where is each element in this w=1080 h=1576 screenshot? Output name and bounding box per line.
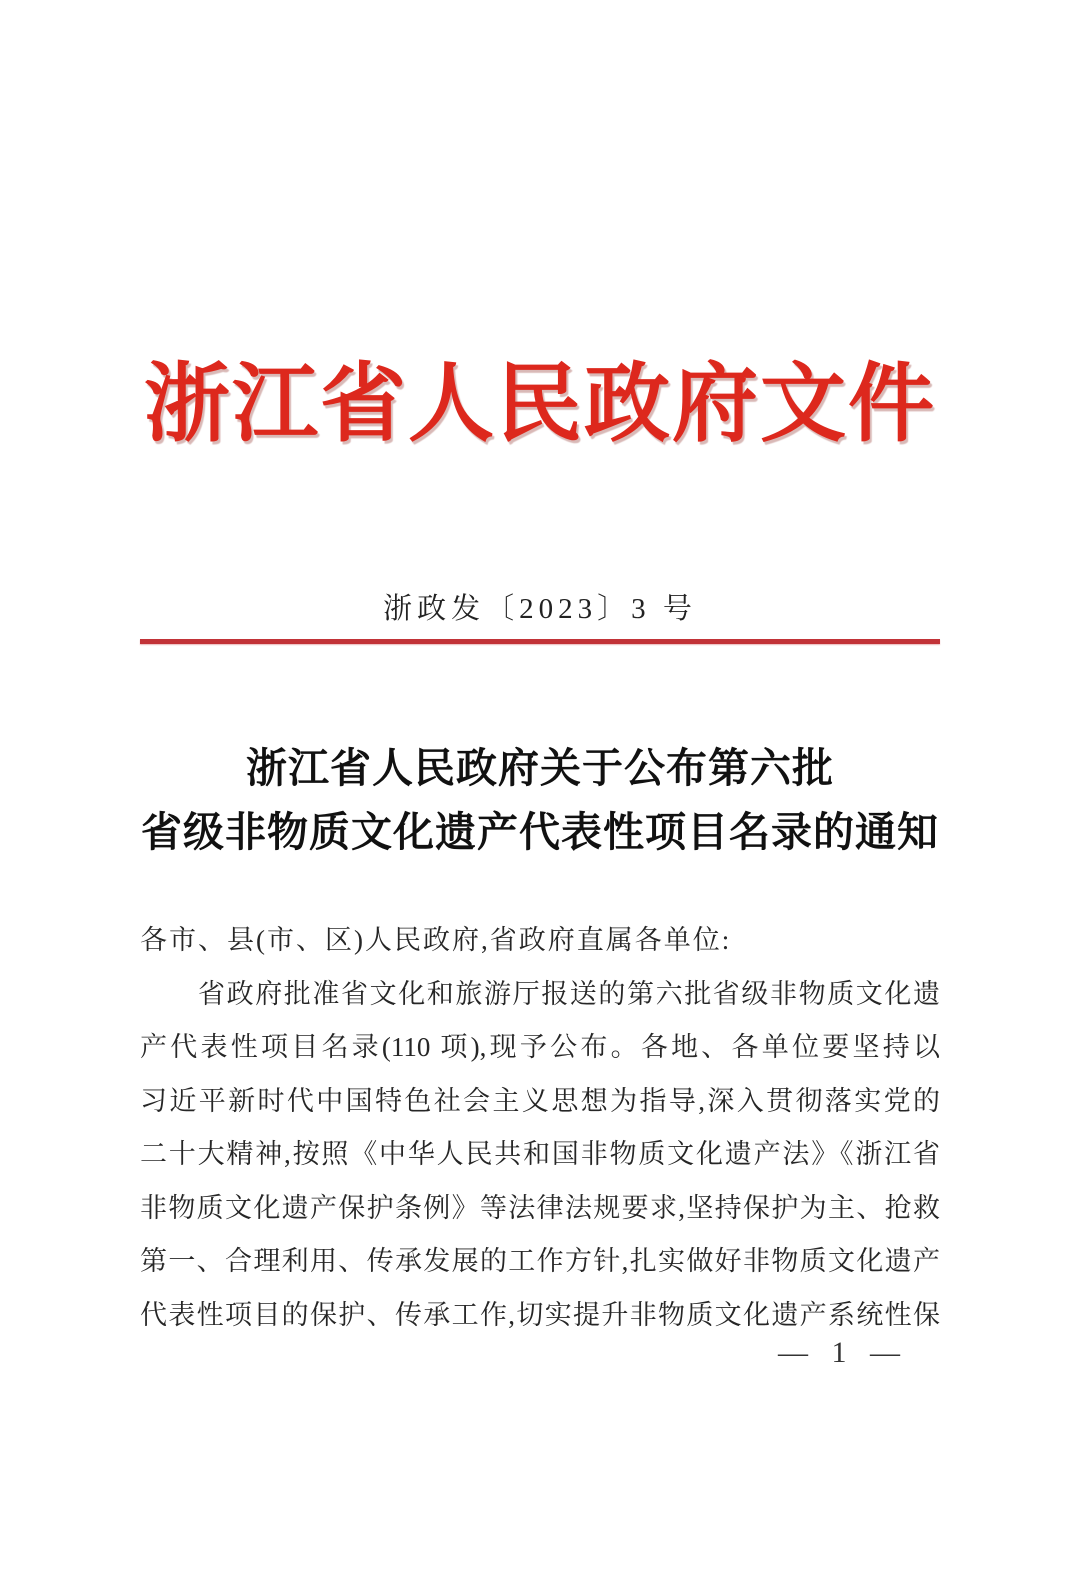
- doc-title: [90, 736, 990, 864]
- page-number: — 1 —: [778, 1336, 908, 1369]
- salutation-line: 各市、县(市、区)人民政府,省政府直属各单位:: [140, 925, 732, 955]
- paragraph-line: 代表性项目的保护、传承工作,切实提升非物质文化遗产系统性保: [140, 1299, 940, 1330]
- body-text: [140, 914, 940, 1342]
- paragraph-line: 习近平新时代中国特色社会主义思想为指导,深入贯彻落实党的: [140, 1085, 940, 1116]
- doc-title-line-2: 省级非物质文化遗产代表性项目名录的通知: [141, 809, 939, 855]
- paragraph-line: 非物质文化遗产保护条例》等法律法规要求,坚持保护为主、抢救: [140, 1192, 940, 1223]
- paragraph-line: 产代表性项目名录(110 项),现予公布。各地、各单位要坚持以: [140, 1032, 940, 1062]
- doc-title-line-1: 浙江省人民政府关于公布第六批: [246, 745, 834, 791]
- document-number: 浙政发〔2023〕3 号: [383, 593, 697, 625]
- red-header-title: 浙江省人民政府文件: [144, 356, 936, 452]
- red-divider-line: [140, 639, 940, 644]
- paragraph-line: 二十大精神,按照《中华人民共和国非物质文化遗产法》《浙江省: [140, 1139, 940, 1169]
- paragraph-line: 第一、合理利用、传承发展的工作方针,扎实做好非物质文化遗产: [140, 1246, 940, 1276]
- paragraph-line: 省政府批准省文化和旅游厅报送的第六批省级非物质文化遗: [198, 978, 940, 1009]
